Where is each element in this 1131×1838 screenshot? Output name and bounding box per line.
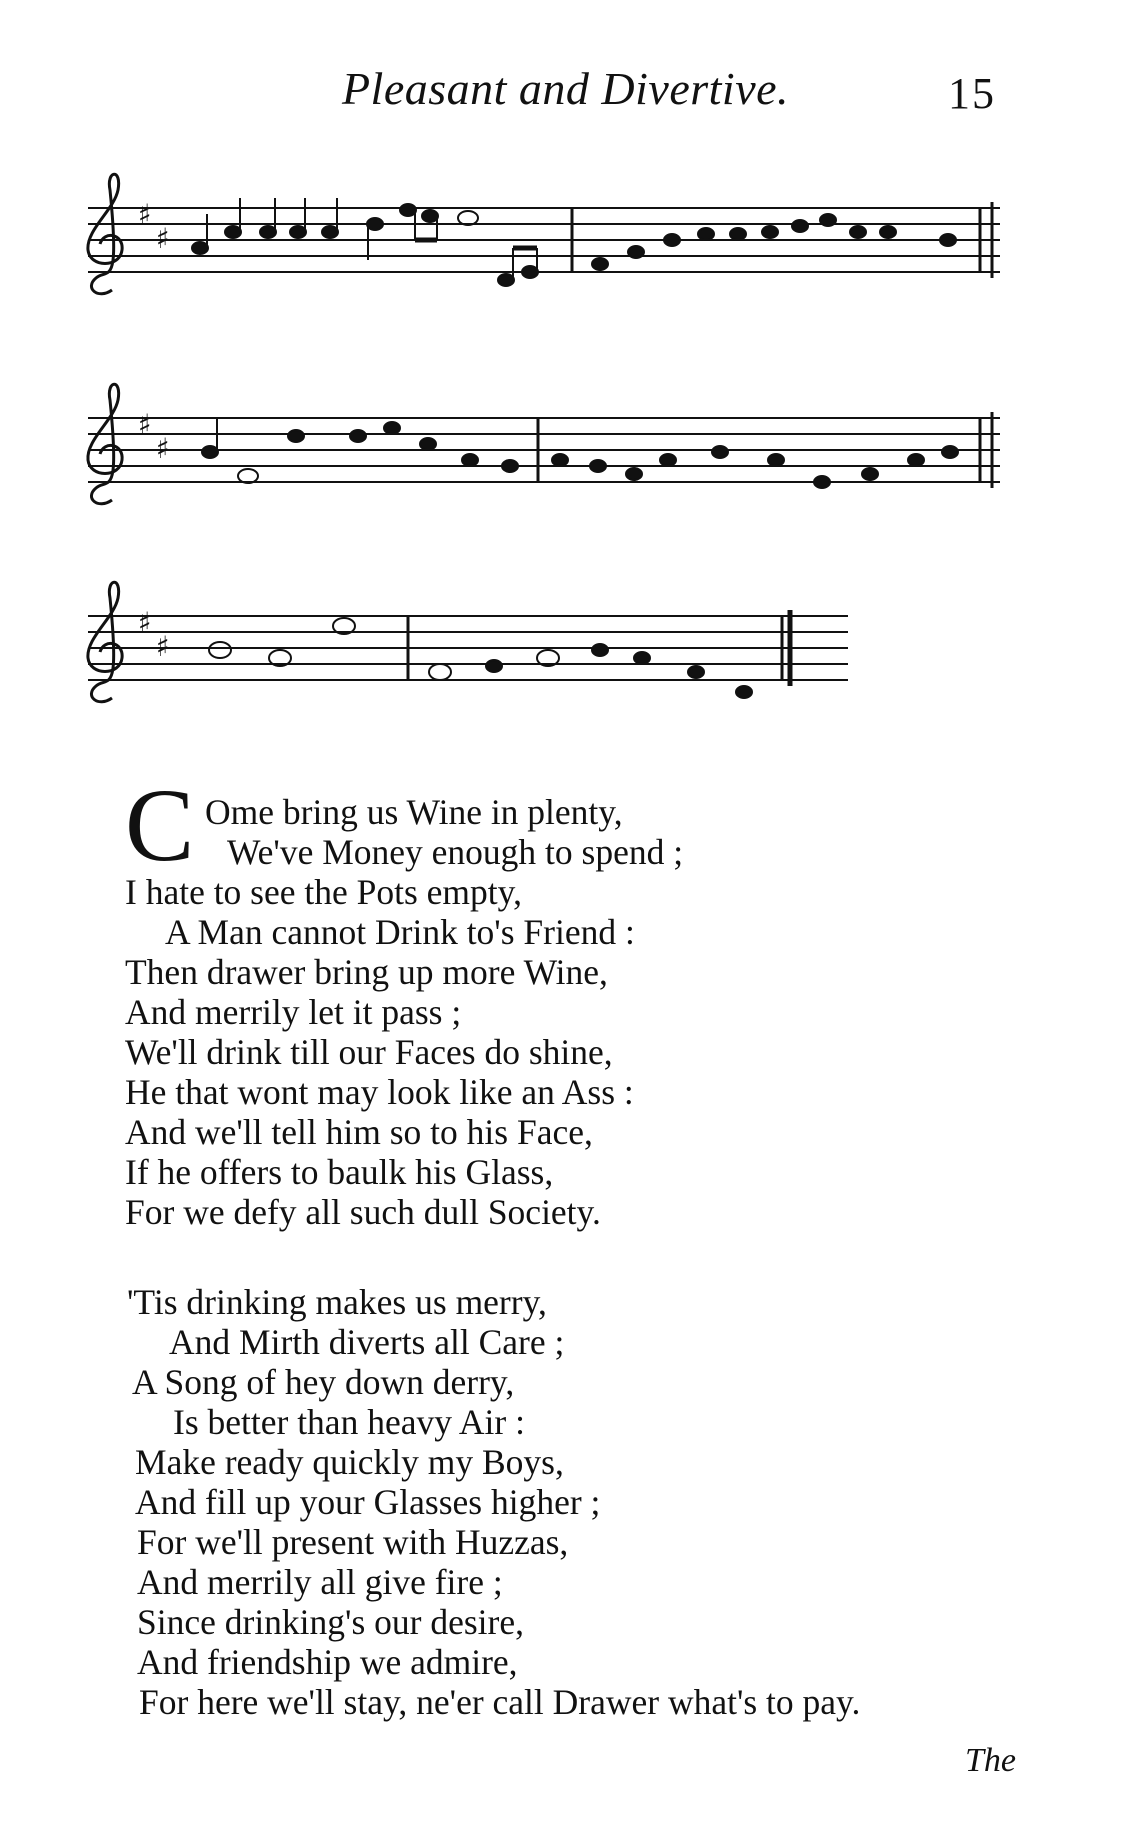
verse-line: If he offers to baulk his Glass, bbox=[125, 1152, 554, 1192]
page-number: 15 bbox=[948, 69, 996, 118]
staff-lines bbox=[88, 616, 848, 680]
music-staff-3 bbox=[0, 580, 1131, 730]
verse-line: We'll drink till our Faces do shine, bbox=[125, 1032, 613, 1072]
drop-cap: C bbox=[125, 768, 195, 883]
verse-line: And merrily all give fire ; bbox=[137, 1562, 503, 1602]
verse-line: Then drawer bring up more Wine, bbox=[125, 952, 608, 992]
verse-line: He that wont may look like an Ass : bbox=[125, 1072, 634, 1112]
verse-line: I hate to see the Pots empty, bbox=[125, 872, 522, 912]
treble-clef-icon bbox=[88, 174, 122, 294]
key-signature-sharps-icon bbox=[138, 408, 170, 465]
treble-clef-icon bbox=[88, 582, 122, 702]
verse-line: For we'll present with Huzzas, bbox=[137, 1522, 569, 1562]
verse-line: Since drinking's our desire, bbox=[137, 1602, 524, 1642]
key-signature-sharps-icon bbox=[138, 606, 170, 663]
verse-line: For we defy all such dull Society. bbox=[125, 1192, 601, 1232]
svg-text:♯: ♯ bbox=[156, 222, 170, 255]
music-staff-2 bbox=[0, 378, 1131, 548]
treble-clef-icon bbox=[88, 384, 122, 504]
verse-line: And Mirth diverts all Care ; bbox=[169, 1322, 565, 1362]
verse-line: And merrily let it pass ; bbox=[125, 992, 462, 1032]
svg-text:♯: ♯ bbox=[138, 408, 152, 441]
staff-lines bbox=[88, 208, 1000, 272]
verse-line: We've Money enough to spend ; bbox=[227, 832, 684, 872]
svg-text:♯: ♯ bbox=[138, 198, 152, 231]
running-head-title: Pleasant and Divertive. bbox=[341, 63, 790, 114]
verse-line: And we'll tell him so to his Face, bbox=[125, 1112, 593, 1152]
verse-line: For here we'll stay, ne'er call Drawer what's to pay. bbox=[139, 1682, 861, 1722]
verse-line: And fill up your Glasses higher ; bbox=[135, 1482, 601, 1522]
verse-line: And friendship we admire, bbox=[137, 1642, 518, 1682]
svg-text:♯: ♯ bbox=[156, 630, 170, 663]
verse-line: 'Tis drinking makes us merry, bbox=[127, 1282, 547, 1322]
notes bbox=[209, 610, 790, 698]
verse-line: Ome bring us Wine in plenty, bbox=[205, 792, 623, 832]
svg-text:♯: ♯ bbox=[156, 432, 170, 465]
verse-2 bbox=[127, 1282, 1027, 1732]
verse-1 bbox=[125, 768, 1025, 1242]
catchword: The bbox=[965, 1742, 1016, 1779]
svg-text:♯: ♯ bbox=[138, 606, 152, 639]
music-staff-1 bbox=[0, 150, 1131, 320]
verse-line: Is better than heavy Air : bbox=[173, 1402, 525, 1442]
verse-line: Make ready quickly my Boys, bbox=[135, 1442, 564, 1482]
verse-line: A Man cannot Drink to's Friend : bbox=[165, 912, 635, 952]
verse-line: A Song of hey down derry, bbox=[132, 1362, 515, 1402]
key-signature-sharps-icon bbox=[138, 198, 170, 255]
